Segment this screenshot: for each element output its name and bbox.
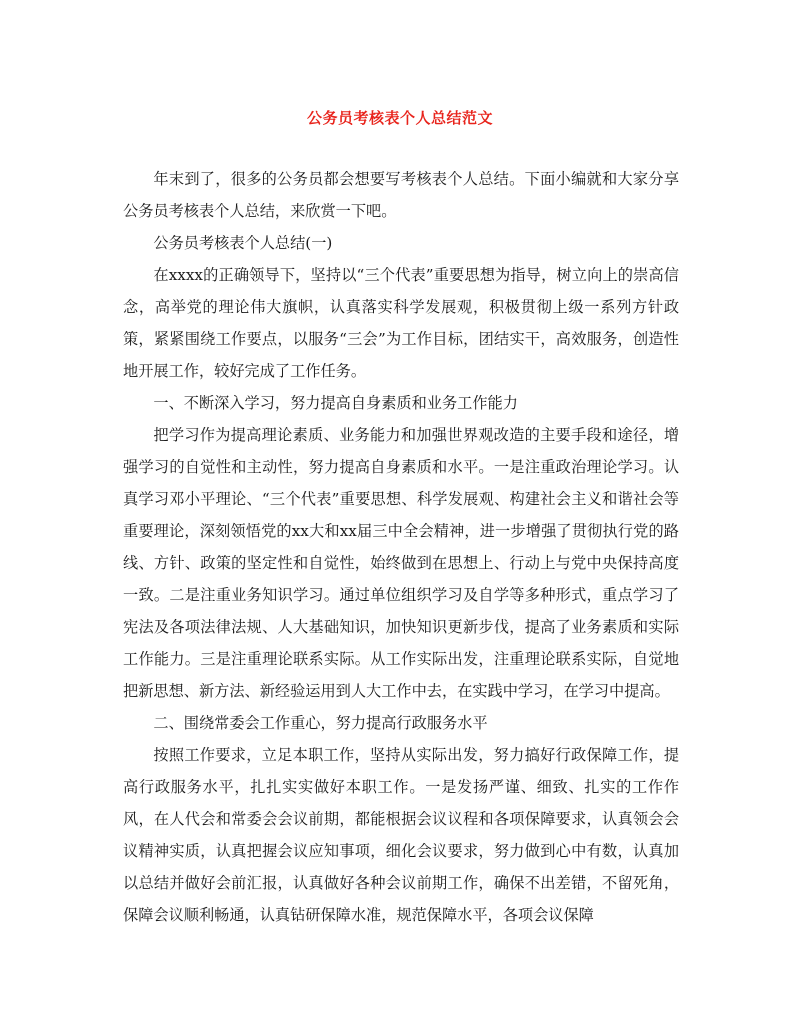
document-body [123, 163, 679, 931]
section-heading-study: 一、不断深入学习，努力提高自身素质和业务工作能力 [153, 394, 518, 412]
service-paragraph: 按照工作要求，立足本职工作，坚持从实际出发，努力搞好行政保障工作，提高行政服务水平，扎扎实实做好本职工作。一是发扬严谨、细致、扎实的工作作风，在人代会和常委会会议前期，都能根据会议议程和各项保障要求，认真领会会议精神实质，认真把握会议应知事项，细化会议要求，努力做到心中有数，认真加以总结并做好会前汇报，认真做好各种会议前期工作，确保不出差错，不留死角，保障会议顺利畅通，认真钻研保障水准，规范保障水平，各项会议保障 [123, 746, 679, 924]
study-paragraph: 把学习作为提高理论素质、业务能力和加强世界观改造的主要手段和途径，增强学习的自觉性和主动性，努力提高自身素质和水平。一是注重政治理论学习。认真学习邓小平理论、“三个代表”重要思想、科学发展观、构建社会主义和谐社会等重要理论，深刻领悟党的xx大和xx届三中全会精神，进一步增强了贯彻执行党的路线、方针、政策的坚定性和自觉性，始终做到在思想上、行动上与党中央保持高度一致。二是注重业务知识学习。通过单位组织学习及自学等多种形式，重点学习了宪法及各项法律法规、人大基础知识，加快知识更新步伐，提高了业务素质和实际工作能力。三是注重理论联系实际。从工作实际出发，注重理论联系实际，自觉地把新思想、新方法、新经验运用到人大工作中去，在实践中学习，在学习中提高。 [123, 426, 679, 700]
section-heading-summary-one: 公务员考核表个人总结(一) [153, 234, 333, 252]
document-title: 公务员考核表个人总结范文 [306, 109, 493, 127]
intro-paragraph: 年末到了，很多的公务员都会想要写考核表个人总结。下面小编就和大家分享公务员考核表个人总结，来欣赏一下吧。 [123, 170, 679, 220]
summary-paragraph: 在xxxx的正确领导下，坚持以“三个代表”重要思想为指导，树立向上的崇高信念，高举党的理论伟大旗帜，认真落实科学发展观，积极贯彻上级一系列方针政策，紧紧围绕工作要点，以服务“三会”为工作目标，团结实干，高效服务，创造性地开展工作，较好完成了工作任务。 [123, 266, 679, 380]
section-heading-service: 二、围绕常委会工作重心，努力提高行政服务水平 [153, 714, 488, 732]
